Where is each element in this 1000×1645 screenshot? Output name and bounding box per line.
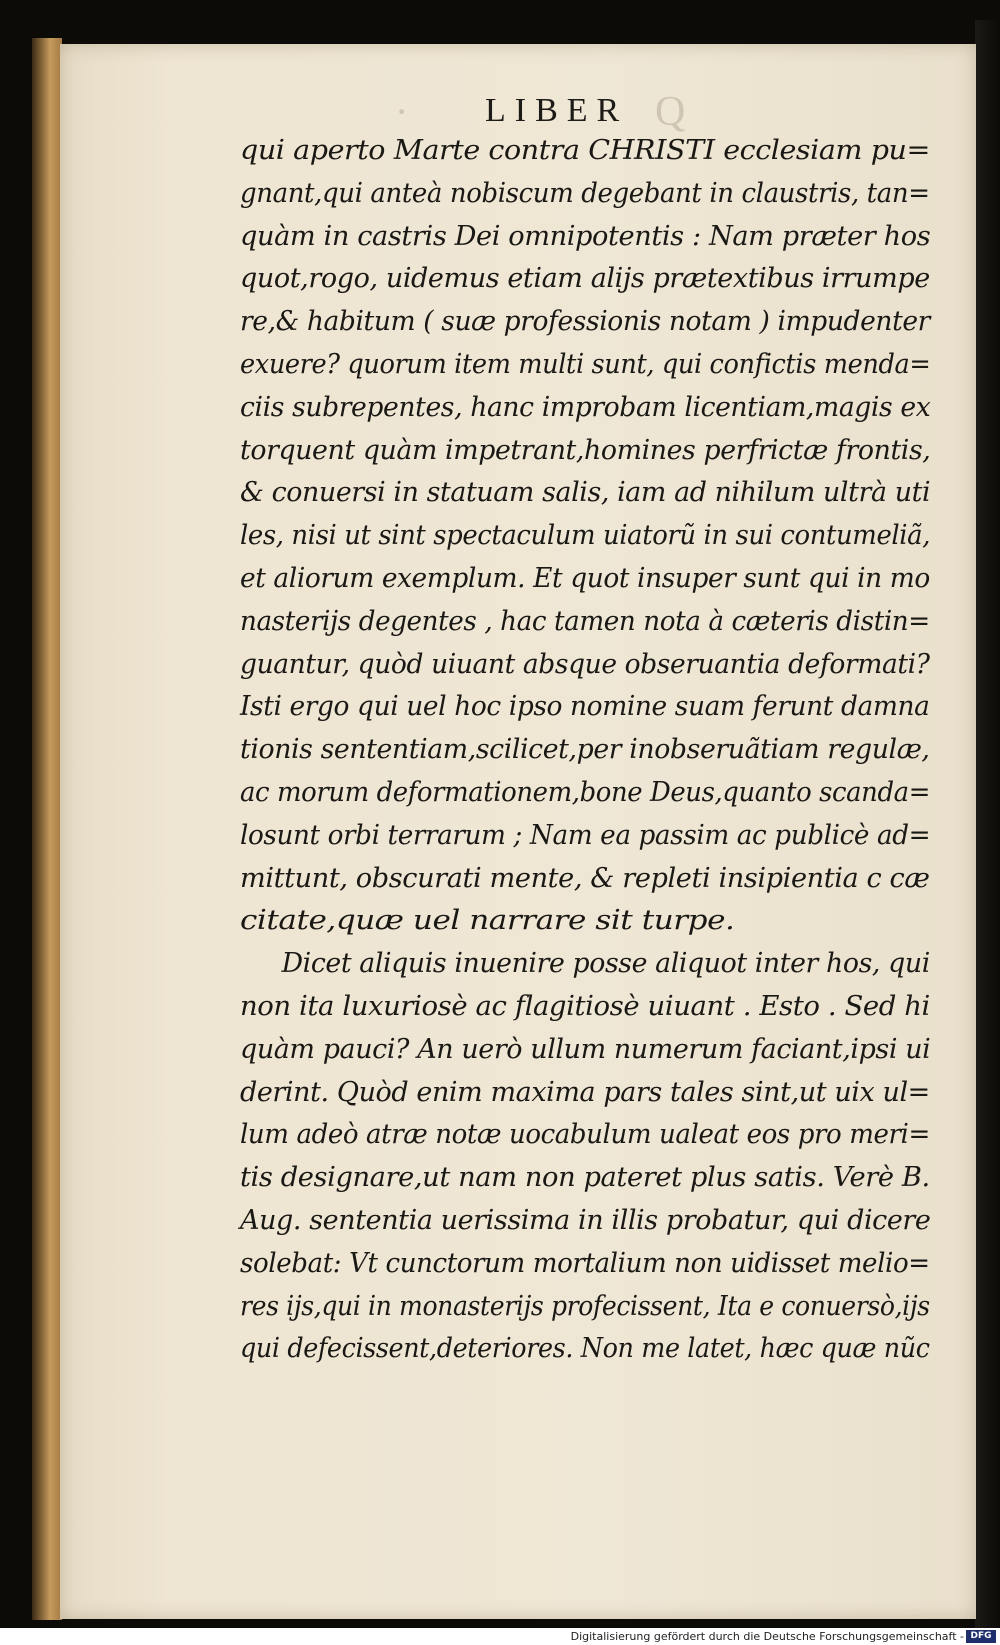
text-line: ac morum deformationem,bone Deus,quanto scanda= bbox=[240, 776, 930, 808]
bleed-through-mark: · bbox=[395, 89, 409, 134]
text-line: exuere? quorum item multi sunt, qui confictis menda= bbox=[240, 348, 931, 380]
text-line: nasterijs degentes , hac tamen nota à cæteris distin= bbox=[240, 605, 930, 637]
text-line: solebat: Vt cunctorum mortalium non uidisset melio= bbox=[240, 1247, 930, 1279]
text-line: qui defecissent,deteriores. Non me latet, hæc quæ nũc bbox=[240, 1333, 930, 1365]
text-line: citate,quæ uel narrare sit turpe. bbox=[240, 905, 735, 937]
text-line: les, nisi ut sint spectaculum uiatorũ in sui contumeliã, bbox=[240, 520, 931, 552]
text-line: & conuersi in statuam salis, iam ad nihilum ultrà uti bbox=[240, 477, 931, 509]
text-line: quàm in castris Dei omnipotentis : Nam præter hos bbox=[240, 220, 931, 252]
text-line: derint. Quòd enim maxima pars tales sint,ut uix ul= bbox=[240, 1076, 930, 1108]
page-right-shadow bbox=[975, 20, 1000, 1630]
body-text bbox=[240, 130, 930, 1371]
text-line: tionis sententiam,scilicet,per inobseruãtiam regulæ, bbox=[240, 734, 930, 766]
funding-credit: Digitalisierung gefördert durch die Deutsche Forschungsgemeinschaft - bbox=[570, 1630, 964, 1643]
text-line: tis designare,ut nam non pateret plus satis. Verè B. bbox=[240, 1162, 930, 1194]
paragraph-start-line: Dicet aliquis inuenire posse aliquot inter hos, qui bbox=[281, 948, 930, 980]
text-line: Isti ergo qui uel hoc ipso nomine suam ferunt damna bbox=[240, 691, 930, 723]
text-line: re,& habitum ( suæ professionis notam ) impudenter bbox=[240, 306, 930, 338]
text-line: quot,rogo, uidemus etiam alijs prætextibus irrumpe bbox=[240, 263, 930, 295]
book-spine-edge bbox=[32, 38, 62, 1620]
bleed-through-mark-right: Q bbox=[655, 89, 686, 135]
text-line: qui aperto Marte contra CHRISTI ecclesiam pu= bbox=[240, 135, 930, 166]
text-line: lum adeò atræ notæ uocabulum ualeat eos pro meri= bbox=[240, 1119, 930, 1151]
text-line: losunt orbi terrarum ; Nam ea passim ac publicè ad= bbox=[240, 819, 931, 851]
dfg-logo-icon: DFG bbox=[966, 1630, 996, 1643]
text-line: gnant,qui anteà nobiscum degebant in claustris, tan= bbox=[240, 177, 930, 209]
text-line: res ijs,qui in monasterijs profecissent, Ita e conuersò,ijs bbox=[240, 1290, 930, 1322]
text-line: et aliorum exemplum. Et quot insuper sunt qui in mo bbox=[240, 562, 930, 594]
text-line: Aug. sententia uerissima in illis probatur, qui dicere bbox=[240, 1204, 931, 1236]
text-line: quàm pauci? An uerò ullum numerum faciant,ipsi ui bbox=[240, 1033, 931, 1065]
running-head: LIBER bbox=[485, 92, 629, 129]
text-line: torquent quàm impetrant,homines perfrictæ frontis, bbox=[240, 434, 931, 466]
text-line: mittunt, obscurati mente, & repleti insipientia c cæ bbox=[240, 862, 930, 894]
digitization-footer bbox=[0, 1628, 1000, 1645]
text-line: ciis subrepentes, hanc improbam licentiam,magis ex bbox=[240, 391, 931, 423]
text-line: guantur, quòd uiuant absque obseruantia deformati? bbox=[240, 648, 930, 680]
text-line: non ita luxuriosè ac flagitiosè uiuant . Esto . Sed hi bbox=[240, 990, 930, 1022]
